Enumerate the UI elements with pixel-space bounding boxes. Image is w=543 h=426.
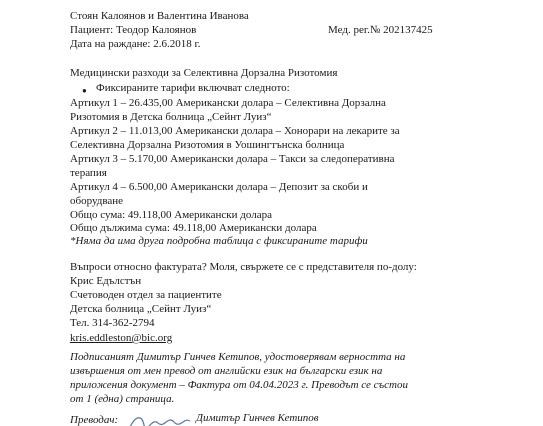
article-1-code: Артикул 1 – 26.435,00 Американски долара – Селективна Дорзална — [70, 97, 386, 109]
article-4: Артикул 4 – 6.500,00 Американски долара – Депозит за скоби и — [70, 181, 368, 193]
total-sum: Общо сума: 49.118,00 Американски долара — [70, 209, 272, 221]
article-2-continued: Селективна Дорзална Ризотомия в Уошингтънска болница — [70, 139, 345, 151]
med-reg-number: Мед. рег.№ 202137425 — [328, 24, 433, 36]
handwritten-signature — [128, 413, 192, 426]
contact-name: Крис Едълстън — [70, 275, 142, 287]
certification-line-1: Подписаният Димитър Гинчев Кетипов, удостоверявам верността на — [70, 351, 406, 363]
article-1 — [70, 97, 532, 110]
article-3: Артикул 3 – 5.170,00 Американски долара – Такси за следоперативна — [70, 153, 395, 165]
certification-line-4: от 1 (една) страница. — [70, 393, 175, 405]
contact-phone: Тел. 314-362-2794 — [70, 317, 155, 329]
article-1-continued: Ризотомия в Детска болница „Сейнт Луиз“ — [70, 111, 272, 123]
expenses-title: Медицински разходи за Селективна Дорзална Ризотомия — [70, 67, 338, 79]
certification-line-3: приложения документ – Фактура от 04.04.2023 г. Преводът се състои — [70, 379, 408, 391]
article-4-continued: оборудване — [70, 195, 124, 207]
contact-question: Въпроси относно фактурата? Моля, свържете се с представителя по-долу: — [70, 261, 417, 273]
contact-hospital: Детска болница „Сейнт Луиз“ — [70, 303, 212, 315]
contact-email-link[interactable]: kris.eddleston@bic.org — [70, 332, 173, 344]
article-3-continued: терапия — [70, 167, 107, 179]
tariffs-intro: Фиксираните тарифи включват следното: — [96, 82, 290, 94]
bullet-icon: ● — [82, 86, 87, 95]
translator-label: Преводач: — [70, 414, 119, 426]
date-of-birth: Дата на раждане: 2.6.2018 г. — [70, 38, 201, 50]
certification-line-2: извършения от мен превод от английски език на български език на — [70, 365, 383, 377]
tariff-note: *Няма да има друга подробна таблица с фиксираните тарифи — [70, 235, 368, 247]
parent-names: Стоян Калоянов и Валентина Иванова — [70, 10, 249, 22]
total-due: Общо дължима сума: 49.118,00 Американски долара — [70, 222, 317, 234]
contact-department: Счетоводен отдел за пациентите — [70, 289, 222, 301]
patient-name: Пациент: Теодор Калоянов — [70, 24, 197, 36]
translator-name: Димитър Гинчев Кетипов — [196, 412, 319, 424]
article-2: Артикул 2 – 11.013,00 Американски долара – Хонорари на лекарите за — [70, 125, 400, 137]
